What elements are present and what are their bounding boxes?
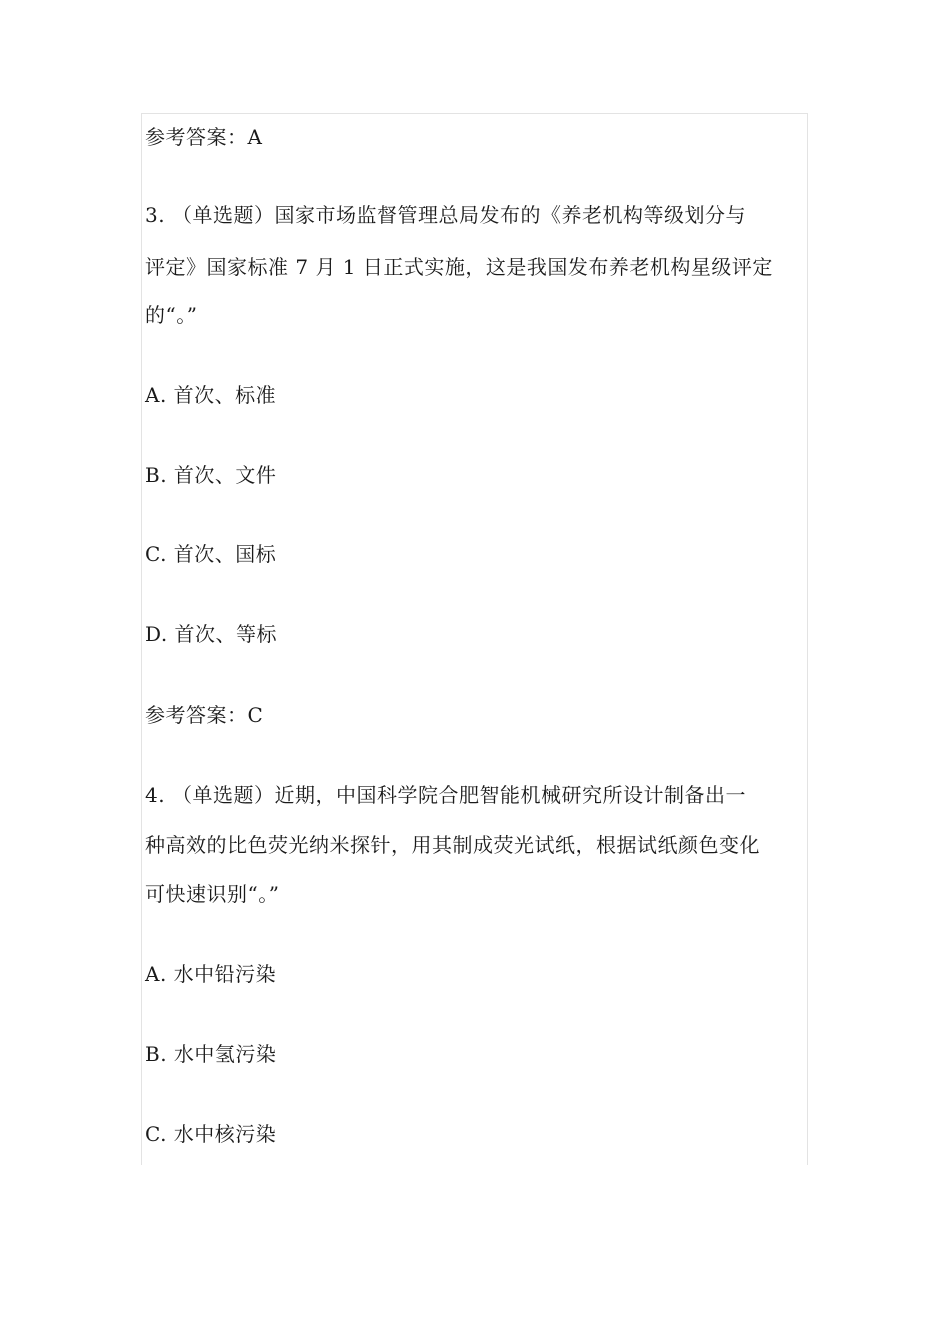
q3-option-c: C. 首次、国标 [145, 542, 277, 566]
q4-option-b: B. 水中氢污染 [145, 1042, 277, 1066]
q4-option-c: C. 水中核污染 [145, 1122, 277, 1146]
q3-answer: 参考答案：C [145, 703, 264, 727]
q3-option-a: A. 首次、标准 [145, 383, 277, 407]
q4-stem-line-1: 4. （单选题）近期，中国科学院合肥智能机械研究所设计制备出一 [145, 783, 746, 807]
q3-option-b: B. 首次、文件 [145, 463, 277, 487]
q3-stem-line-1: 3. （单选题）国家市场监督管理总局发布的《养老机构等级划分与 [145, 203, 746, 227]
q4-option-a: A. 水中铅污染 [145, 962, 277, 986]
q3-option-d: D. 首次、等标 [145, 622, 278, 646]
q4-stem-line-2: 种高效的比色荧光纳米探针，用其制成荧光试纸，根据试纸颜色变化 [145, 833, 760, 857]
q4-stem-line-3: 可快速识别“。” [145, 882, 280, 906]
q3-stem-line-3: 的“。” [145, 303, 198, 327]
q3-stem-line-2: 评定》国家标准 7 月 1 日正式实施，这是我国发布养老机构星级评定 [145, 255, 773, 279]
answer-prev: 参考答案：A [145, 125, 263, 149]
